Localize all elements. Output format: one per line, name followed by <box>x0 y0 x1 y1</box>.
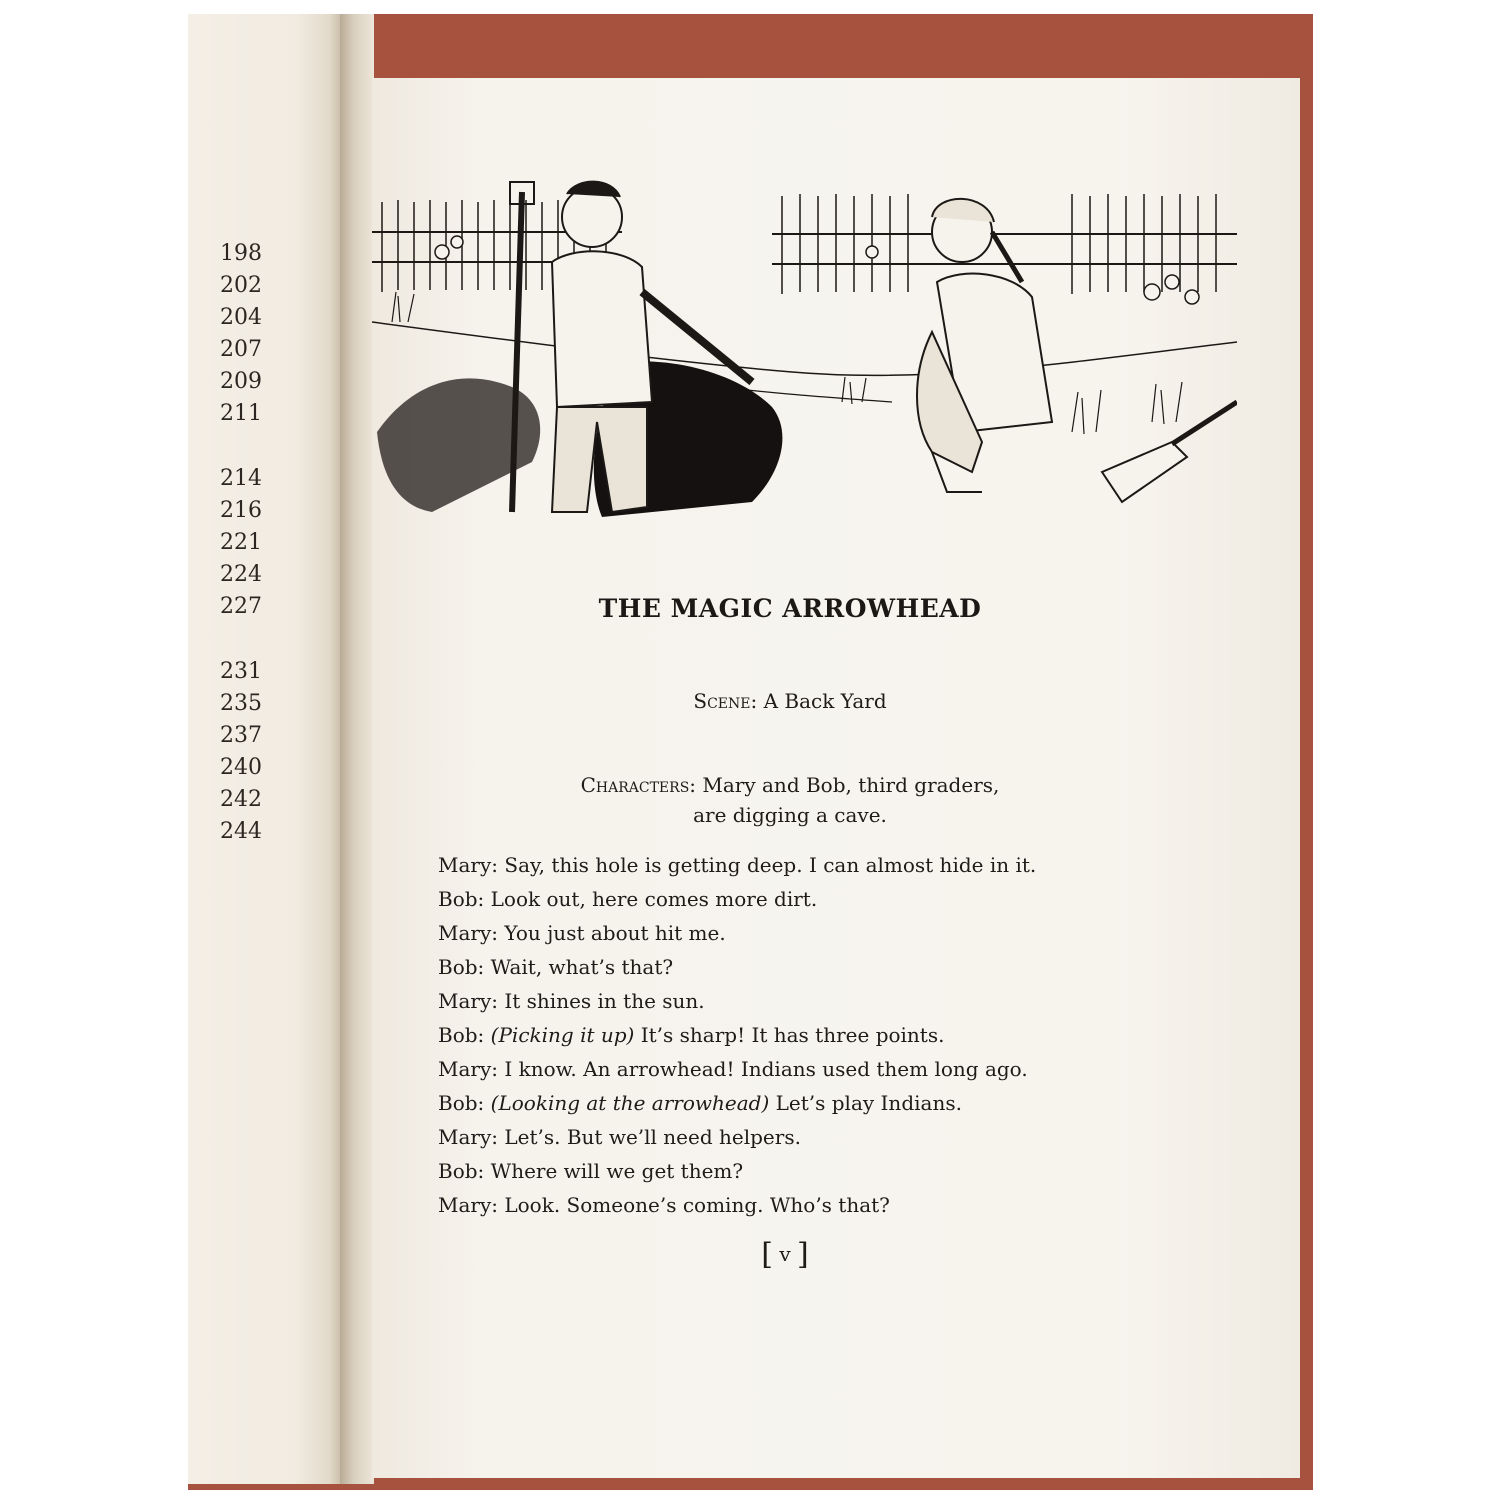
scene-label: Scene <box>693 689 751 713</box>
toc-page-number: 240 <box>220 755 262 780</box>
stage-direction: (Picking it up) <box>490 1023 635 1047</box>
toc-page-number: 211 <box>220 401 262 426</box>
page-number-text: v <box>779 1242 791 1266</box>
speaker: Bob <box>438 1091 478 1115</box>
line-text: : <box>477 1023 491 1047</box>
right-bracket-icon: ] <box>797 1237 809 1272</box>
dialog-line <box>438 984 1158 1018</box>
toc-page-number: 231 <box>220 659 262 684</box>
characters-line-2: are digging a cave. <box>693 803 887 827</box>
dialog-line <box>438 1086 1158 1120</box>
toc-page-number: 216 <box>220 498 262 523</box>
characters-label: Characters <box>580 773 690 797</box>
backyard-illustration <box>372 172 1237 527</box>
line-text-after: Let’s play Indians. <box>769 1091 962 1115</box>
toc-page-number: 227 <box>220 594 262 619</box>
book-gutter <box>340 14 374 1484</box>
speaker: Bob <box>438 1159 478 1183</box>
line-text: : Wait, what’s that? <box>477 955 674 979</box>
left-bracket-icon: [ <box>761 1237 773 1272</box>
toc-page-number: 224 <box>220 562 262 587</box>
line-text: : It shines in the sun. <box>491 989 705 1013</box>
speaker: Mary <box>438 1125 492 1149</box>
speaker: Mary <box>438 989 492 1013</box>
left-page <box>188 14 342 1484</box>
toc-page-number: 209 <box>220 369 262 394</box>
dialog-line <box>438 1188 1158 1222</box>
dialog <box>438 848 1158 1222</box>
shovel <box>1102 442 1187 502</box>
dialog-line <box>438 1052 1158 1086</box>
toc-page-number: 207 <box>220 337 262 362</box>
dialog-line <box>438 1154 1158 1188</box>
toc-page-number: 235 <box>220 691 262 716</box>
speaker: Bob <box>438 887 478 911</box>
line-text: : You just about hit me. <box>491 921 726 945</box>
stage-direction: (Looking at the arrowhead) <box>490 1091 770 1115</box>
toc-page-number: 242 <box>220 787 262 812</box>
dialog-line <box>438 950 1158 984</box>
line-text: : Let’s. But we’ll need helpers. <box>491 1125 801 1149</box>
dialog-line <box>438 1018 1158 1052</box>
toc-page-number: 198 <box>220 241 262 266</box>
toc-page-number: 244 <box>220 819 262 844</box>
scene-line <box>440 686 1140 716</box>
line-text: : I know. An arrowhead! Indians used them long ago. <box>491 1057 1028 1081</box>
characters-text: : Mary and Bob, third graders, <box>689 773 1000 797</box>
scene-value: : A Back Yard <box>750 689 887 713</box>
speaker: Bob <box>438 1023 478 1047</box>
characters-line-1 <box>440 770 1140 800</box>
toc-page-number: 202 <box>220 273 262 298</box>
dialog-line <box>438 882 1158 916</box>
page-number <box>740 1237 830 1272</box>
play-title: THE MAGIC ARROWHEAD <box>598 594 982 623</box>
toc-page-number: 214 <box>220 466 262 491</box>
dialog-line <box>438 848 1158 882</box>
girl-figure <box>917 199 1052 492</box>
speaker: Mary <box>438 921 492 945</box>
speaker: Mary <box>438 1057 492 1081</box>
line-text: : Look. Someone’s coming. Who’s that? <box>491 1193 890 1217</box>
flowers <box>435 236 1199 304</box>
line-text: : Look out, here comes more dirt. <box>477 887 818 911</box>
line-text: : Say, this hole is getting deep. I can almost hide in it. <box>491 853 1037 877</box>
toc-page-number: 204 <box>220 305 262 330</box>
characters-block <box>440 770 1140 830</box>
dialog-line <box>438 916 1158 950</box>
speaker: Mary <box>438 1193 492 1217</box>
line-text: : <box>477 1091 491 1115</box>
line-text-after: It’s sharp! It has three points. <box>634 1023 945 1047</box>
speaker: Mary <box>438 853 492 877</box>
toc-page-number: 237 <box>220 723 262 748</box>
dialog-line <box>438 1120 1158 1154</box>
speaker: Bob <box>438 955 478 979</box>
toc-page-number: 221 <box>220 530 262 555</box>
line-text: : Where will we get them? <box>477 1159 744 1183</box>
